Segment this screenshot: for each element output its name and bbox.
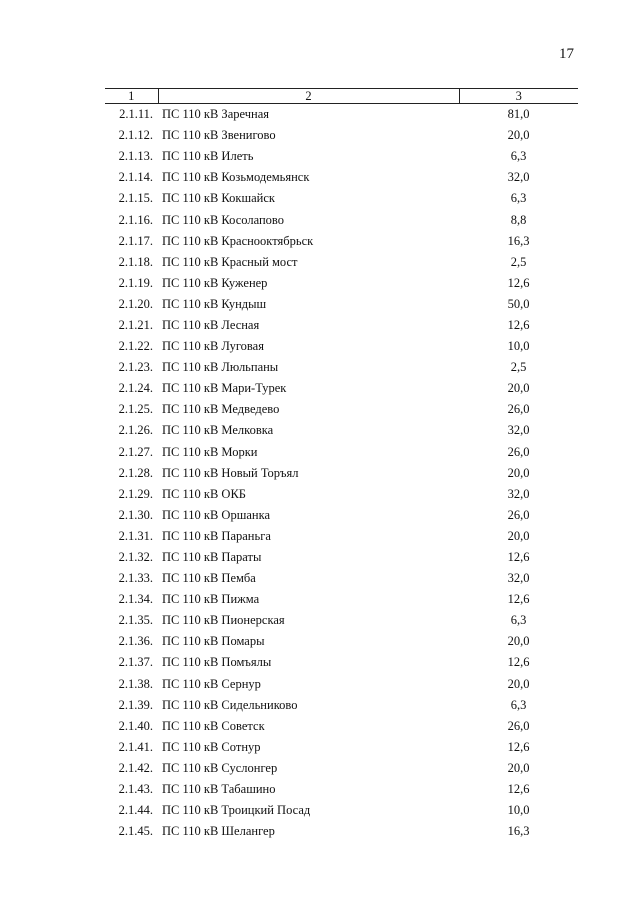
table-row xyxy=(105,399,578,420)
row-number: 2.1.45. xyxy=(118,824,153,839)
row-number: 2.1.17. xyxy=(118,233,153,248)
capacity-value: 81,0 xyxy=(507,107,530,122)
capacity-value: 6,3 xyxy=(510,191,527,206)
substation-name: ПС 110 кВ Лесная xyxy=(162,317,260,332)
row-number: 2.1.16. xyxy=(118,212,153,227)
capacity-value: 50,0 xyxy=(507,296,530,311)
substation-name: ПС 110 кВ Троицкий Посад xyxy=(162,803,311,818)
capacity-value: 16,3 xyxy=(507,824,530,839)
row-number: 2.1.41. xyxy=(118,739,153,754)
table-row xyxy=(105,547,578,568)
substation-name: ПС 110 кВ Илеть xyxy=(162,149,254,164)
row-number: 2.1.23. xyxy=(118,360,153,375)
header-col-3: 3 xyxy=(459,89,578,104)
substation-name: ПС 110 кВ Куженер xyxy=(162,275,268,290)
substation-name: ПС 110 кВ Новый Торъял xyxy=(162,465,299,480)
row-number: 2.1.26. xyxy=(118,423,153,438)
substation-name: ПС 110 кВ Суслонгер xyxy=(162,760,278,775)
capacity-value: 8,8 xyxy=(510,212,527,227)
capacity-value: 12,6 xyxy=(507,317,530,332)
capacity-value: 26,0 xyxy=(507,718,530,733)
substation-name: ПС 110 кВ Кокшайск xyxy=(162,191,275,206)
capacity-value: 26,0 xyxy=(507,402,530,417)
table-row xyxy=(105,589,578,610)
table-row xyxy=(105,188,578,209)
row-number: 2.1.40. xyxy=(118,718,153,733)
table-row xyxy=(105,146,578,167)
row-number: 2.1.12. xyxy=(118,128,153,143)
capacity-value: 20,0 xyxy=(507,381,530,396)
capacity-value: 32,0 xyxy=(507,170,530,185)
table-row xyxy=(105,631,578,652)
substation-name: ПС 110 кВ Параты xyxy=(162,550,262,565)
substation-name: ПС 110 кВ ОКБ xyxy=(162,486,246,501)
substation-name: ПС 110 кВ Краснооктябрьск xyxy=(162,233,314,248)
table-row xyxy=(105,779,578,800)
row-number: 2.1.42. xyxy=(118,760,153,775)
header-row xyxy=(105,89,578,104)
capacity-value: 32,0 xyxy=(507,423,530,438)
row-number: 2.1.22. xyxy=(118,339,153,354)
capacity-value: 20,0 xyxy=(507,465,530,480)
row-number: 2.1.39. xyxy=(118,697,153,712)
capacity-value: 20,0 xyxy=(507,128,530,143)
row-number: 2.1.19. xyxy=(118,275,153,290)
table-header xyxy=(105,89,578,104)
capacity-value: 26,0 xyxy=(507,444,530,459)
table-row xyxy=(105,336,578,357)
substation-name: ПС 110 кВ Пемба xyxy=(162,571,256,586)
table-row xyxy=(105,252,578,273)
substation-name: ПС 110 кВ Медведево xyxy=(162,402,280,417)
table-row xyxy=(105,357,578,378)
substation-name: ПС 110 кВ Красный мост xyxy=(162,254,298,269)
row-number: 2.1.15. xyxy=(118,191,153,206)
row-number: 2.1.14. xyxy=(118,170,153,185)
table-row xyxy=(105,821,578,842)
substation-name: ПС 110 кВ Морки xyxy=(162,444,258,459)
row-number: 2.1.38. xyxy=(118,676,153,691)
substation-name: ПС 110 кВ Сернур xyxy=(162,676,261,691)
row-number: 2.1.36. xyxy=(118,634,153,649)
row-number: 2.1.13. xyxy=(118,149,153,164)
table-row xyxy=(105,716,578,737)
row-number: 2.1.32. xyxy=(118,550,153,565)
table-row xyxy=(105,231,578,252)
table-row xyxy=(105,125,578,146)
capacity-value: 20,0 xyxy=(507,676,530,691)
substation-name: ПС 110 кВ Мелковка xyxy=(162,423,274,438)
row-number: 2.1.30. xyxy=(118,507,153,522)
substation-name: ПС 110 кВ Сидельниково xyxy=(162,697,298,712)
substation-name: ПС 110 кВ Мари-Турек xyxy=(162,381,287,396)
row-number: 2.1.35. xyxy=(118,613,153,628)
substation-name: ПС 110 кВ Помъялы xyxy=(162,655,272,670)
row-number: 2.1.43. xyxy=(118,782,153,797)
row-number: 2.1.21. xyxy=(118,317,153,332)
table-row xyxy=(105,315,578,336)
row-number: 2.1.25. xyxy=(118,402,153,417)
capacity-value: 10,0 xyxy=(507,339,530,354)
table-row xyxy=(105,505,578,526)
table-row xyxy=(105,294,578,315)
capacity-value: 12,6 xyxy=(507,739,530,754)
table-row xyxy=(105,610,578,631)
substation-table xyxy=(105,88,578,842)
table-row xyxy=(105,695,578,716)
capacity-value: 20,0 xyxy=(507,528,530,543)
table-row xyxy=(105,758,578,779)
table-row xyxy=(105,652,578,673)
capacity-value: 6,3 xyxy=(510,149,527,164)
substation-name: ПС 110 кВ Оршанка xyxy=(162,507,271,522)
header-col-1: 1 xyxy=(105,89,158,104)
row-number: 2.1.34. xyxy=(118,592,153,607)
table-row xyxy=(105,484,578,505)
capacity-value: 10,0 xyxy=(507,803,530,818)
capacity-value: 12,6 xyxy=(507,782,530,797)
capacity-value: 12,6 xyxy=(507,550,530,565)
table-row xyxy=(105,800,578,821)
substation-name: ПС 110 кВ Пионерская xyxy=(162,613,285,628)
substation-name: ПС 110 кВ Советск xyxy=(162,718,265,733)
row-number: 2.1.29. xyxy=(118,486,153,501)
table-row xyxy=(105,737,578,758)
capacity-value: 6,3 xyxy=(510,613,527,628)
capacity-value: 2,5 xyxy=(510,360,527,375)
table-row xyxy=(105,420,578,441)
substation-name: ПС 110 кВ Помары xyxy=(162,634,265,649)
capacity-value: 2,5 xyxy=(510,254,527,269)
capacity-value: 12,6 xyxy=(507,275,530,290)
table-row xyxy=(105,463,578,484)
substation-name: ПС 110 кВ Заречная xyxy=(162,107,270,122)
substation-name: ПС 110 кВ Звенигово xyxy=(162,128,276,143)
capacity-value: 6,3 xyxy=(510,697,527,712)
table-row xyxy=(105,104,578,126)
row-number: 2.1.44. xyxy=(118,803,153,818)
table-row xyxy=(105,526,578,547)
substation-name: ПС 110 кВ Параньга xyxy=(162,528,271,543)
substation-table-container xyxy=(105,88,578,842)
capacity-value: 32,0 xyxy=(507,486,530,501)
row-number: 2.1.24. xyxy=(118,381,153,396)
substation-name: ПС 110 кВ Табашино xyxy=(162,782,276,797)
row-number: 2.1.11. xyxy=(119,107,153,122)
substation-name: ПС 110 кВ Косолапово xyxy=(162,212,284,227)
capacity-value: 12,6 xyxy=(507,655,530,670)
capacity-value: 12,6 xyxy=(507,592,530,607)
substation-name: ПС 110 кВ Пижма xyxy=(162,592,260,607)
capacity-value: 32,0 xyxy=(507,571,530,586)
row-number: 2.1.18. xyxy=(118,254,153,269)
row-number: 2.1.33. xyxy=(118,571,153,586)
row-number: 2.1.20. xyxy=(118,296,153,311)
page-number: 17 xyxy=(559,46,574,62)
capacity-value: 20,0 xyxy=(507,760,530,775)
row-number: 2.1.27. xyxy=(118,444,153,459)
header-col-2: 2 xyxy=(158,89,459,104)
substation-name: ПС 110 кВ Кундыш xyxy=(162,296,267,311)
table-row xyxy=(105,378,578,399)
capacity-value: 26,0 xyxy=(507,507,530,522)
table-row xyxy=(105,568,578,589)
substation-name: ПС 110 кВ Люльпаны xyxy=(162,360,279,375)
substation-name: ПС 110 кВ Сотнур xyxy=(162,739,261,754)
row-number: 2.1.37. xyxy=(118,655,153,670)
capacity-value: 16,3 xyxy=(507,233,530,248)
capacity-value: 20,0 xyxy=(507,634,530,649)
substation-name: ПС 110 кВ Козьмодемьянск xyxy=(162,170,310,185)
substation-name: ПС 110 кВ Шелангер xyxy=(162,824,275,839)
table-body xyxy=(105,104,578,843)
row-number: 2.1.28. xyxy=(118,465,153,480)
table-row xyxy=(105,167,578,188)
table-row xyxy=(105,442,578,463)
table-row xyxy=(105,209,578,230)
table-row xyxy=(105,273,578,294)
table-row xyxy=(105,674,578,695)
row-number: 2.1.31. xyxy=(118,528,153,543)
substation-name: ПС 110 кВ Луговая xyxy=(162,339,264,354)
